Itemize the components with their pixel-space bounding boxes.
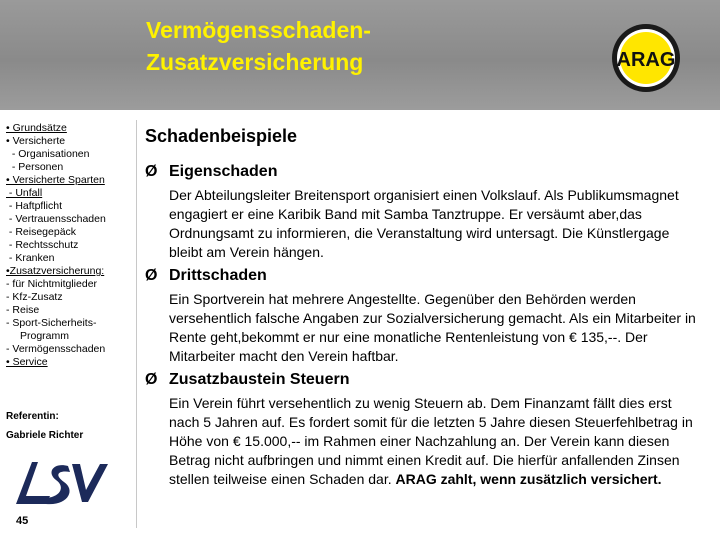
section-heading: Schadenbeispiele xyxy=(145,126,298,146)
referent-label: Referentin: xyxy=(6,411,59,422)
nav-zusatzversicherung[interactable]: •Zusatzversicherung: xyxy=(6,265,105,277)
nav-organisationen: - Organisationen xyxy=(6,148,90,160)
header-band xyxy=(0,0,720,110)
nav-kranken: - Kranken xyxy=(6,252,55,264)
nav-unfall[interactable]: - Unfall xyxy=(6,187,43,199)
arag-logo-text: ARAG xyxy=(616,49,676,71)
nav-grundsaetze[interactable]: • Grundsätze xyxy=(6,122,67,134)
case-steuern-bold: ARAG zahlt, wenn zusätzlich versichert. xyxy=(395,471,662,487)
case-drittschaden-title: Ø Drittschaden xyxy=(145,267,267,284)
case-eigenschaden-text: Der Abteilungsleiter Breitensport organisiert einen Volkslauf. Als Publikumsmagnet engagiert er eine Karibik Band mit Samba Tanztruppe. Er versäumt aber,das Ordnungsamt zu informieren, die Veranstaltung wird untersagt. Die Künstlergage bleibt am Verein hängen. xyxy=(169,187,679,260)
case-steuern-title: Ø Zusatzbaustein Steuern xyxy=(145,371,350,388)
case-eigenschaden-title: Ø Eigenschaden xyxy=(145,163,278,180)
page-number: 45 xyxy=(16,515,29,527)
nav-rechtsschutz: - Rechtsschutz xyxy=(6,239,79,251)
nav-vermoegensschaden: - Vermögensschaden xyxy=(6,343,106,355)
arrow-bullet-icon: Ø xyxy=(145,371,158,388)
column-divider xyxy=(136,120,137,528)
sidebar-nav xyxy=(6,122,130,369)
slide-title xyxy=(146,14,371,78)
title-line-1: Vermögensschaden- xyxy=(146,17,371,43)
title-line-2: Zusatzversicherung xyxy=(146,49,364,75)
arag-logo xyxy=(610,22,682,94)
lsv-logo xyxy=(10,456,110,508)
nav-nichtmitglieder: - für Nichtmitglieder xyxy=(6,278,98,290)
case-drittschaden-text: Ein Sportverein hat mehrere Angestellte. Gegenüber den Behörden werden versehentlich falsche Angaben zur Sozialversicherung gemacht. Als ein Mitarbeiter in Rente geht,bekommt er nur eine monatliche Rentenleistung von € 135,--. Der Mitarbeiter macht den Verein haftbar. xyxy=(169,291,696,364)
nav-sport-sicherheits: - Sport-Sicherheits- xyxy=(6,317,97,329)
nav-kfz-zusatz: - Kfz-Zusatz xyxy=(6,291,63,303)
lsv-logo-text: LSV xyxy=(10,456,12,457)
nav-reise: - Reise xyxy=(6,304,40,316)
nav-versicherte: • Versicherte xyxy=(6,135,66,147)
arrow-bullet-icon: Ø xyxy=(145,267,158,284)
nav-programm: Programm xyxy=(20,330,70,342)
nav-personen: - Personen xyxy=(6,161,64,173)
nav-reisegepaeck: - Reisegepäck xyxy=(6,226,77,238)
case-steuern-text: Ein Verein führt versehentlich zu wenig Steuern ab. Dem Finanzamt fällt dies erst nach 5 Jahren auf. Es fordert somit für die letzten 5 Jahre diesen Steuerfehlbetrag in Höhe von € 15.000,-- im Rahmen einer Nachzahlung an. Der Verein kann diesen Betrag nicht aufbringen und nimmt einen Kredit auf. Die hierfür anfallenden Zinsen stellen teilweise einen Schaden dar. ARAG zahlt, wenn zusätzlich versichert. xyxy=(169,395,693,487)
main-content xyxy=(145,124,705,489)
nav-haftpflicht: - Haftpflicht xyxy=(6,200,63,212)
referent-name: Gabriele Richter xyxy=(6,430,84,441)
nav-versicherte-sparten[interactable]: • Versicherte Sparten xyxy=(6,174,105,186)
arrow-bullet-icon: Ø xyxy=(145,163,158,180)
nav-service[interactable]: • Service xyxy=(6,356,48,368)
nav-vertrauensschaden: - Vertrauensschaden xyxy=(6,213,109,225)
